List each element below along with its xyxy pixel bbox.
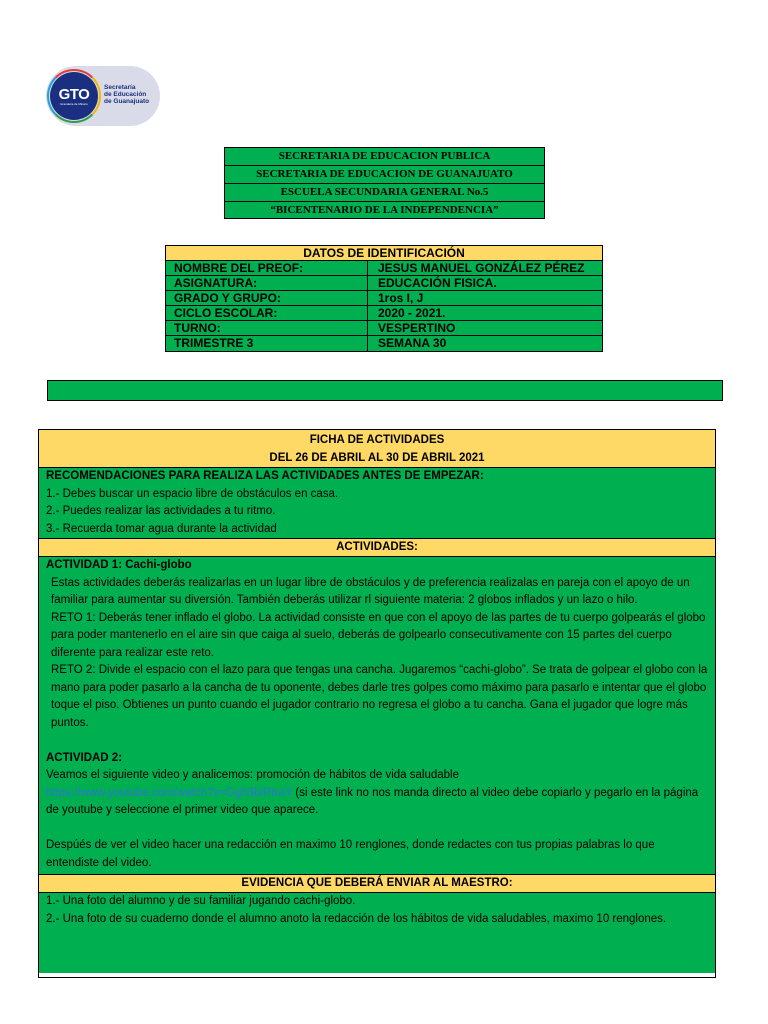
identification-value: JESUS MANUEL GONZÁLEZ PÉREZ bbox=[378, 261, 585, 275]
identification-row bbox=[166, 321, 602, 336]
identification-key: TURNO: bbox=[166, 321, 368, 335]
sheet-title: FICHA DE ACTIVIDADES bbox=[309, 434, 445, 446]
activity-2-task: Despúés de ver el video hacer una redacción en maximo 10 renglones, donde redactes con tus propias palabras lo que entendiste del video. bbox=[46, 839, 655, 869]
logo-line: de Guanajuato bbox=[104, 98, 150, 105]
recommendations-section bbox=[39, 468, 715, 539]
identification-key: NOMBRE DEL PREOF: bbox=[166, 261, 368, 275]
logo-mark: GTO bbox=[58, 85, 90, 103]
challenge-1: RETO 1: Deberás tener inflado el globo. La actividad consiste en que con el apoyo de las partes de tu cuerpo golpearás el globo para poder mantenerlo en el aire sin que caiga al suelo, deberás de golpearlo consecutivamente con 15 partes del cuerpo diferente para realizar este reto. bbox=[51, 611, 706, 659]
activity-2-title: ACTIVIDAD 2: bbox=[46, 751, 123, 764]
identification-key: ASIGNATURA: bbox=[166, 276, 368, 290]
identification-key: GRADO Y GRUPO: bbox=[166, 291, 368, 305]
logo-line: de Educación bbox=[104, 91, 147, 98]
activity-1-title: ACTIVIDAD 1: Cachi-globo bbox=[46, 559, 192, 571]
spacer bbox=[46, 820, 709, 838]
evidence-item: 1.- Una foto del alumno y de su familiar jugando cachi-globo. bbox=[46, 895, 356, 907]
identification-value: 2020 - 2021. bbox=[378, 306, 446, 320]
identification-row bbox=[166, 291, 602, 306]
identification-value: VESPERTINO bbox=[378, 321, 456, 335]
activities-section bbox=[39, 557, 715, 875]
activities-title: ACTIVIDADES: bbox=[39, 539, 715, 557]
logo-text bbox=[104, 84, 160, 105]
sheet-header bbox=[39, 430, 715, 468]
logo-mark-sub: Grandeza de México bbox=[60, 101, 88, 106]
identification-row bbox=[166, 276, 602, 291]
identification-value: EDUCACIÓN FISICA. bbox=[378, 276, 497, 290]
school-header bbox=[224, 147, 545, 219]
gto-logo bbox=[46, 66, 160, 126]
logo-badge bbox=[50, 72, 98, 120]
identification-row bbox=[166, 336, 602, 351]
identification-row bbox=[166, 261, 602, 276]
evidence-section bbox=[39, 893, 715, 973]
identification-value: 1ros I, J bbox=[378, 291, 424, 305]
evidence-title: EVIDENCIA QUE DEBERÁ ENVIAR AL MAESTRO: bbox=[39, 875, 715, 893]
video-link-note: (si este link no nos manda directo al video debe copiarlo y pegarlo en la página de youtube y seleccione el primer video que aparece. bbox=[46, 786, 699, 816]
identification-key: CICLO ESCOLAR: bbox=[166, 306, 368, 320]
sheet-dates: DEL 26 DE ABRIL AL 30 DE ABRIL 2021 bbox=[269, 452, 485, 464]
identification-table bbox=[165, 245, 603, 352]
divider-bar bbox=[47, 380, 723, 401]
recommendation-item: 3.- Recuerda tomar agua durante la actividad bbox=[46, 522, 277, 535]
header-line: SECRETARIA DE EDUCACION PUBLICA bbox=[225, 148, 544, 166]
recommendations-title: RECOMENDACIONES PARA REALIZA LAS ACTIVIDADES ANTES DE EMPEZAR: bbox=[46, 470, 484, 482]
activity-2-link-paragraph bbox=[46, 785, 709, 820]
activity-1-intro: Estas actividades deberás realizarlas en un lugar libre de obstáculos y de preferencia realizalas en pareja con el apoyo de un familiar para aumentar su diversión. También deberás utilizar rl siguiente materia: 2 globos inflados y un lazo o hilo. bbox=[51, 576, 690, 606]
evidence-item: 2.- Una foto de su cuaderno donde el alumno anoto la redacción de los hábitos de vida saludables, maximo 10 renglones. bbox=[46, 912, 667, 925]
header-line: SECRETARIA DE EDUCACION DE GUANAJUATO bbox=[225, 166, 544, 184]
identification-value: SEMANA 30 bbox=[378, 336, 447, 350]
recommendation-item: 2.- Puedes realizar las actividades a tu ritmo. bbox=[46, 505, 276, 517]
logo-line: Secretaría bbox=[104, 84, 136, 91]
identification-key: TRIMESTRE 3 bbox=[166, 336, 368, 351]
activity-2-intro: Veamos el siguiente video y analicemos: promoción de hábitos de vida saludable bbox=[46, 769, 459, 781]
identification-row bbox=[166, 306, 602, 321]
challenge-2: RETO 2: Divide el espacio con el lazo para que tengas una cancha. Jugaremos “cachi-globo”. Se trata de golpear el globo con la mano para poder pasarlo a la cancha de tu oponente, debes darle tres golpes como máximo para pasarlo e intentar que el globo toque el piso. Obtienes un punto cuando el jugador contrario no regresa el globo a tu cancha. Gana el jugador que logre más puntos. bbox=[51, 664, 708, 729]
spacer bbox=[46, 732, 709, 750]
video-link[interactable]: https://www.youtube.com/watch?v=Ggh3biRtraY bbox=[46, 786, 293, 799]
header-line: ESCUELA SECUNDARIA GENERAL No.5 bbox=[225, 184, 544, 202]
activity-sheet bbox=[38, 429, 716, 978]
identification-title: DATOS DE IDENTIFICACIÓN bbox=[166, 246, 602, 261]
header-line: “BICENTENARIO DE LA INDEPENDENCIA” bbox=[270, 204, 499, 216]
recommendation-item: 1.- Debes buscar un espacio libre de obstáculos en casa. bbox=[46, 487, 339, 500]
